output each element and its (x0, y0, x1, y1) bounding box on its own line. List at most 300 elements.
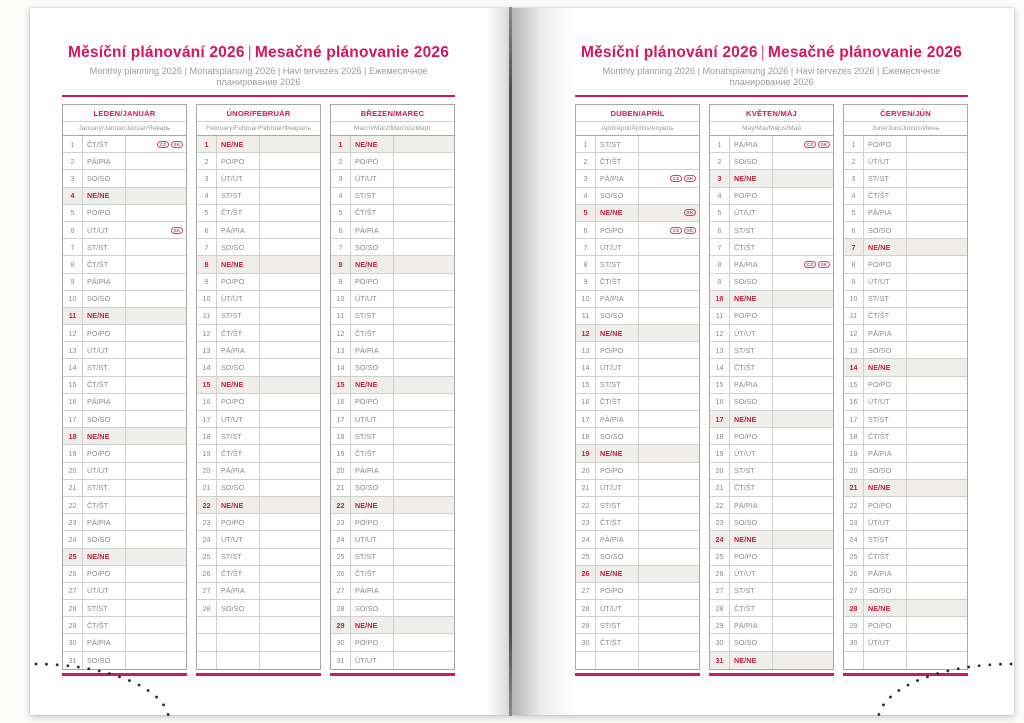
notes-cell (773, 514, 833, 530)
day-number: 21 (576, 480, 596, 496)
day-row (197, 600, 320, 617)
day-row (331, 497, 454, 514)
day-abbr (217, 634, 260, 650)
empty-row (576, 652, 699, 669)
day-row (576, 359, 699, 376)
day-row (63, 291, 186, 308)
day-row (710, 652, 833, 669)
day-abbr: ST/ST (351, 428, 394, 444)
notes-cell (260, 153, 320, 169)
day-abbr: ÚT/UT (83, 583, 126, 599)
sk-holiday-badge: SK (684, 175, 696, 182)
day-row (63, 342, 186, 359)
notes-cell (907, 136, 967, 152)
day-abbr: ÚT/UT (351, 411, 394, 427)
month-name: DUBEN/APRÍL (576, 105, 699, 122)
day-number: 9 (197, 274, 217, 290)
day-row (710, 531, 833, 548)
day-row (576, 256, 699, 273)
notes-cell (639, 256, 699, 272)
day-number: 7 (197, 239, 217, 255)
page-title (575, 44, 968, 62)
day-abbr: ÚT/UT (596, 480, 639, 496)
day-row (331, 153, 454, 170)
day-row (63, 359, 186, 376)
day-number: 12 (331, 325, 351, 341)
notes-cell (126, 514, 186, 530)
notes-cell (126, 566, 186, 582)
day-number: 20 (197, 463, 217, 479)
notes-cell (907, 617, 967, 633)
cz-holiday-badge: CZ (804, 261, 816, 268)
day-abbr: ÚT/UT (730, 205, 773, 221)
day-row (63, 600, 186, 617)
month-name: LEDEN/JANUÁR (63, 105, 186, 122)
day-abbr: ČT/ŠT (351, 566, 394, 582)
day-abbr: PO/PO (351, 394, 394, 410)
day-number: 23 (710, 514, 730, 530)
day-abbr: ÚT/UT (83, 342, 126, 358)
day-row (63, 514, 186, 531)
day-number: 15 (710, 377, 730, 393)
notes-cell (260, 634, 320, 650)
day-number: 11 (197, 308, 217, 324)
notes-cell (773, 463, 833, 479)
day-abbr: SO/SO (730, 274, 773, 290)
notes-cell (126, 291, 186, 307)
day-row (844, 291, 967, 308)
day-number: 25 (63, 549, 83, 565)
day-abbr: PÁ/PIA (596, 170, 639, 186)
day-row (576, 170, 699, 187)
day-abbr: SO/SO (864, 463, 907, 479)
day-abbr (217, 617, 260, 633)
notes-cell (126, 239, 186, 255)
day-abbr: SO/SO (730, 394, 773, 410)
notes-cell (126, 394, 186, 410)
day-abbr: PO/PO (351, 274, 394, 290)
notes-cell (639, 342, 699, 358)
sk-holiday-badge: SK (171, 227, 183, 234)
notes-cell (394, 428, 454, 444)
notes-cell (639, 308, 699, 324)
day-number: 15 (63, 377, 83, 393)
day-number: 9 (63, 274, 83, 290)
day-number: 5 (710, 205, 730, 221)
month-grid (843, 136, 968, 670)
day-row (197, 463, 320, 480)
notes-cell (639, 549, 699, 565)
day-abbr: PÁ/PIA (864, 205, 907, 221)
day-number: 5 (844, 205, 864, 221)
day-abbr: PÁ/PIA (83, 394, 126, 410)
day-number: 23 (331, 514, 351, 530)
day-abbr: ČT/ŠT (864, 188, 907, 204)
day-row (576, 239, 699, 256)
day-number: 17 (197, 411, 217, 427)
day-number: 29 (844, 617, 864, 633)
notes-cell (907, 600, 967, 616)
column-footer-bar (709, 673, 834, 676)
day-row (197, 377, 320, 394)
day-abbr: ÚT/UT (730, 566, 773, 582)
day-row (844, 634, 967, 651)
column-footer-bar (196, 673, 321, 676)
month-columns-left (62, 104, 455, 676)
day-row (844, 463, 967, 480)
day-row (844, 222, 967, 239)
month-name: KVĚTEN/MÁJ (710, 105, 833, 122)
day-abbr: PO/PO (864, 256, 907, 272)
day-row (844, 359, 967, 376)
day-number: 18 (331, 428, 351, 444)
notes-cell (773, 583, 833, 599)
day-row (197, 256, 320, 273)
day-abbr: ÚT/UT (83, 222, 126, 238)
notes-cell (394, 463, 454, 479)
month-name: BŘEZEN/MAREC (331, 105, 454, 122)
day-abbr: PÁ/PIA (217, 463, 260, 479)
day-row (331, 411, 454, 428)
day-abbr: ČT/ŠT (351, 205, 394, 221)
notes-cell (907, 531, 967, 547)
day-row (331, 531, 454, 548)
day-row (844, 256, 967, 273)
day-abbr: PO/PO (83, 205, 126, 221)
day-abbr: SO/SO (83, 531, 126, 547)
notes-cell (907, 170, 967, 186)
day-abbr: ST/ST (83, 600, 126, 616)
day-number: 3 (844, 170, 864, 186)
day-abbr: ÚT/UT (351, 291, 394, 307)
day-row (710, 239, 833, 256)
day-abbr: ČT/ŠT (217, 445, 260, 461)
day-number: 1 (710, 136, 730, 152)
page-subtitle: Monthly planning 2026 | Monatsplanung 2026 | Havi tervezés 2026 | Ежемесячное планирование 2026 (602, 66, 941, 87)
day-abbr: SO/SO (596, 308, 639, 324)
day-number: 10 (197, 291, 217, 307)
notes-cell (907, 497, 967, 513)
day-abbr: SO/SO (83, 291, 126, 307)
day-row (710, 497, 833, 514)
notes-cell (639, 377, 699, 393)
day-row (63, 652, 186, 669)
notes-cell (773, 600, 833, 616)
day-number: 24 (331, 531, 351, 547)
day-number: 10 (844, 291, 864, 307)
month-subtitle: February/Februar/Február/Февраль (206, 125, 311, 132)
notes-cell (639, 497, 699, 513)
day-row (576, 411, 699, 428)
page-title-czech: Měsíční plánování 2026 (580, 44, 758, 61)
day-number: 6 (710, 222, 730, 238)
day-row (63, 222, 186, 239)
sk-holiday-badge: SK (818, 261, 830, 268)
notes-cell (773, 497, 833, 513)
day-number: 30 (576, 634, 596, 650)
day-abbr: PO/PO (596, 342, 639, 358)
day-abbr: SO/SO (351, 359, 394, 375)
day-abbr: ST/ST (596, 377, 639, 393)
day-abbr: NE/NE (351, 377, 394, 393)
day-number: 24 (710, 531, 730, 547)
day-abbr: PO/PO (730, 428, 773, 444)
day-row (331, 480, 454, 497)
day-number: 20 (844, 463, 864, 479)
day-abbr: ČT/ŠT (596, 153, 639, 169)
day-row (710, 359, 833, 376)
day-number: 23 (197, 514, 217, 530)
day-row (197, 239, 320, 256)
day-abbr: NE/NE (730, 531, 773, 547)
day-number: 24 (844, 531, 864, 547)
day-row (331, 291, 454, 308)
notes-cell (126, 153, 186, 169)
month-grid (330, 136, 455, 670)
day-row (63, 411, 186, 428)
day-row (710, 342, 833, 359)
notes-cell (639, 411, 699, 427)
day-row (710, 445, 833, 462)
notes-cell (394, 377, 454, 393)
day-abbr: PO/PO (864, 136, 907, 152)
day-number: 17 (844, 411, 864, 427)
day-row (844, 583, 967, 600)
notes-cell (126, 445, 186, 461)
day-abbr: SO/SO (596, 549, 639, 565)
day-number: 28 (576, 600, 596, 616)
day-number: 16 (710, 394, 730, 410)
day-number: 3 (197, 170, 217, 186)
day-abbr: ST/ST (864, 170, 907, 186)
notes-cell (907, 153, 967, 169)
notes-cell (126, 359, 186, 375)
day-number: 28 (331, 600, 351, 616)
day-abbr: NE/NE (730, 652, 773, 669)
day-row (576, 583, 699, 600)
day-abbr: ČT/ŠT (730, 359, 773, 375)
day-row (63, 497, 186, 514)
day-number: 3 (63, 170, 83, 186)
day-abbr: ČT/ŠT (217, 205, 260, 221)
notes-cell (907, 394, 967, 410)
day-number: 25 (576, 549, 596, 565)
day-row (331, 239, 454, 256)
notes-cell (126, 325, 186, 341)
day-number: 5 (331, 205, 351, 221)
day-abbr: ČT/ŠT (83, 256, 126, 272)
notes-cell (260, 583, 320, 599)
day-abbr: ÚT/UT (217, 170, 260, 186)
day-row (576, 497, 699, 514)
sk-holiday-badge: SK (684, 209, 696, 216)
notes-cell (639, 325, 699, 341)
day-number: 28 (63, 600, 83, 616)
day-abbr: PO/PO (217, 274, 260, 290)
day-abbr: SO/SO (730, 514, 773, 530)
day-abbr: ST/ST (351, 308, 394, 324)
day-row (710, 600, 833, 617)
day-abbr: ČT/ŠT (864, 549, 907, 565)
day-abbr: NE/NE (864, 239, 907, 255)
day-number: 28 (197, 600, 217, 616)
day-number: 9 (844, 274, 864, 290)
day-row (331, 188, 454, 205)
notes-cell (126, 463, 186, 479)
day-row (63, 325, 186, 342)
day-abbr: NE/NE (596, 325, 639, 341)
day-row (63, 188, 186, 205)
notes-cell (260, 549, 320, 565)
day-row (331, 308, 454, 325)
day-abbr: ST/ST (730, 583, 773, 599)
day-number: 27 (576, 583, 596, 599)
notes-cell (773, 549, 833, 565)
day-number (197, 617, 217, 633)
day-row (844, 205, 967, 222)
notes-cell (907, 342, 967, 358)
day-number: 31 (710, 652, 730, 669)
day-row (576, 549, 699, 566)
day-number: 18 (63, 428, 83, 444)
left-page (30, 8, 510, 715)
day-abbr: NE/NE (217, 256, 260, 272)
day-row (331, 583, 454, 600)
day-abbr: PÁ/PIA (351, 342, 394, 358)
day-row (844, 136, 967, 153)
day-number: 14 (331, 359, 351, 375)
day-abbr: PÁ/PIA (83, 153, 126, 169)
notes-cell (260, 308, 320, 324)
notes-cell (126, 170, 186, 186)
notes-cell (639, 480, 699, 496)
day-row (331, 222, 454, 239)
day-row (710, 634, 833, 651)
day-abbr: SO/SO (864, 342, 907, 358)
day-abbr: ÚT/UT (217, 411, 260, 427)
month-columns-right (575, 104, 968, 676)
month-subtitle: May/Mai/Május/Май (741, 125, 802, 132)
day-abbr: NE/NE (864, 359, 907, 375)
day-abbr: PO/PO (730, 308, 773, 324)
day-number: 19 (844, 445, 864, 461)
day-abbr: ČT/ŠT (83, 617, 126, 633)
notes-cell (907, 652, 967, 669)
day-abbr: PO/PO (351, 634, 394, 650)
day-abbr: ÚT/UT (217, 291, 260, 307)
day-number: 19 (710, 445, 730, 461)
day-abbr: ÚT/UT (351, 531, 394, 547)
day-row (844, 600, 967, 617)
day-abbr: PO/PO (730, 188, 773, 204)
day-abbr: ST/ST (217, 549, 260, 565)
day-number: 14 (63, 359, 83, 375)
day-abbr: ST/ST (217, 308, 260, 324)
day-number: 7 (844, 239, 864, 255)
day-row (63, 153, 186, 170)
day-abbr: PO/PO (730, 549, 773, 565)
notes-cell (907, 205, 967, 221)
day-row (197, 308, 320, 325)
day-abbr: ČT/ŠT (730, 239, 773, 255)
day-number: 1 (576, 136, 596, 152)
day-row (197, 205, 320, 222)
empty-row (844, 652, 967, 669)
day-number: 15 (576, 377, 596, 393)
day-row (576, 153, 699, 170)
notes-cell (907, 308, 967, 324)
day-row (576, 617, 699, 634)
notes-cell (773, 634, 833, 650)
notes-cell (639, 291, 699, 307)
month-column-march (330, 104, 455, 676)
day-row (197, 394, 320, 411)
day-abbr: ČT/ŠT (596, 514, 639, 530)
empty-row (197, 652, 320, 669)
notes-cell (773, 136, 833, 152)
notes-cell (773, 359, 833, 375)
day-number: 9 (710, 274, 730, 290)
day-abbr: PO/PO (217, 514, 260, 530)
notes-cell (394, 531, 454, 547)
month-column-april (575, 104, 700, 676)
day-number: 16 (331, 394, 351, 410)
day-row (197, 325, 320, 342)
day-number: 2 (63, 153, 83, 169)
day-row (331, 445, 454, 462)
notes-cell (126, 411, 186, 427)
sk-holiday-badge: SK (684, 227, 696, 234)
notes-cell (907, 274, 967, 290)
day-abbr: PO/PO (864, 377, 907, 393)
column-footer-bar (575, 673, 700, 676)
day-number: 13 (331, 342, 351, 358)
day-number: 26 (576, 566, 596, 582)
day-number: 29 (710, 617, 730, 633)
day-abbr: ČT/ŠT (730, 480, 773, 496)
notes-cell (394, 170, 454, 186)
notes-cell (260, 480, 320, 496)
day-row (844, 342, 967, 359)
notes-cell (907, 566, 967, 582)
day-row (63, 205, 186, 222)
notes-cell (907, 549, 967, 565)
notes-cell (394, 239, 454, 255)
day-row (710, 325, 833, 342)
notes-cell (394, 583, 454, 599)
month-header (843, 104, 968, 136)
month-subtitle: April/April/Április/Апрель (601, 125, 674, 132)
day-row (576, 566, 699, 583)
right-page-content (575, 44, 968, 676)
day-abbr: ST/ST (83, 480, 126, 496)
day-abbr: PO/PO (351, 514, 394, 530)
day-abbr: PO/PO (864, 617, 907, 633)
day-number: 18 (844, 428, 864, 444)
day-row (197, 549, 320, 566)
notes-cell (126, 617, 186, 633)
day-row (844, 274, 967, 291)
day-number: 11 (710, 308, 730, 324)
notes-cell (639, 634, 699, 650)
title-separator: | (247, 44, 252, 61)
day-number: 11 (576, 308, 596, 324)
day-abbr: ÚT/UT (351, 170, 394, 186)
day-number: 25 (844, 549, 864, 565)
day-abbr: ČT/ŠT (596, 634, 639, 650)
day-abbr: ST/ST (730, 222, 773, 238)
notes-cell (126, 256, 186, 272)
